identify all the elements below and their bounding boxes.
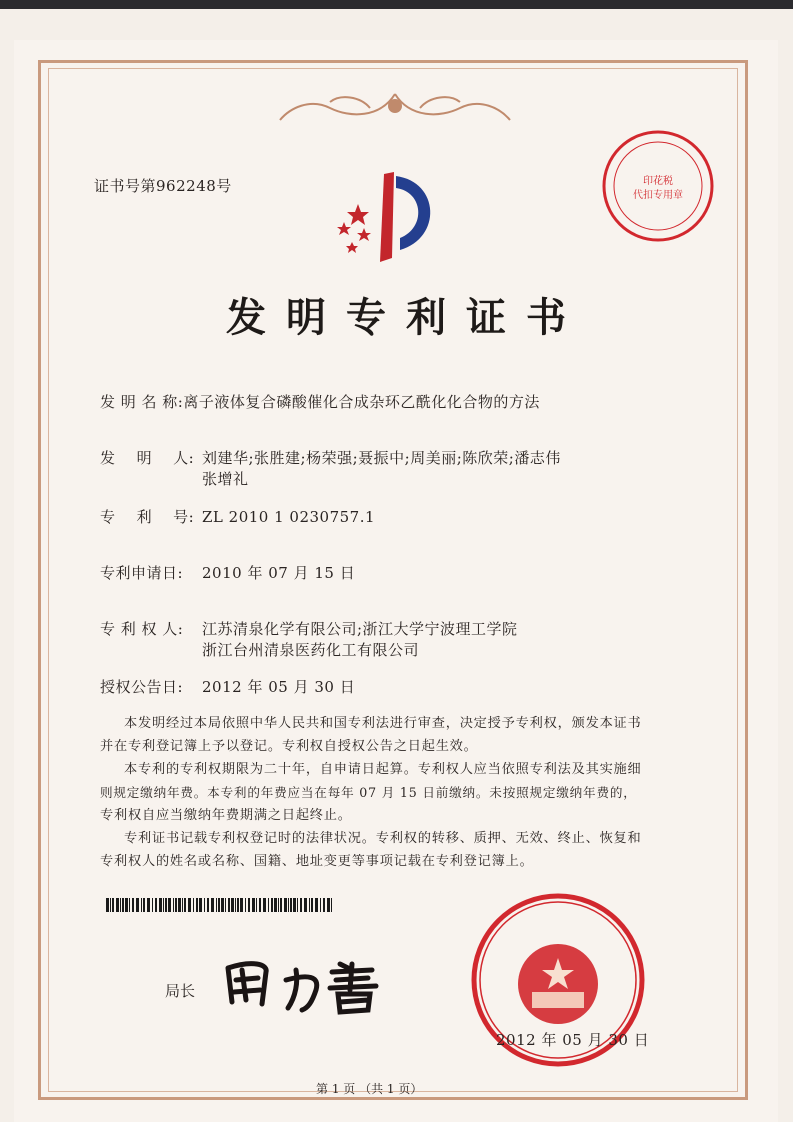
- svg-text:印花税: 印花税: [643, 176, 673, 187]
- patent-number-value: ZL 2010 1 0230757.1: [202, 508, 376, 526]
- patent-number-label: 专 利 号:: [100, 508, 195, 526]
- certificate-number: [94, 176, 232, 196]
- body-paragraph-1-line-1: 本发明经过本局依照中华人民共和国专利法进行审查，决定授予专利权，颁发本证书: [124, 716, 642, 731]
- grant-date-value: 2012 年 05 月 30 日: [202, 678, 356, 696]
- sipo-logo-icon: [330, 168, 450, 268]
- body-paragraph-2-line-3: 专利权自应当缴纳年费期满之日起终止。: [100, 808, 352, 823]
- inventors-line-2: 张增礼: [202, 470, 249, 488]
- body-paragraph-3-line-2: 专利权人的姓名或名称、国籍、地址变更等事项记载在专利登记簿上。: [100, 854, 534, 869]
- grant-date-label: 授权公告日:: [100, 678, 184, 696]
- patentee-line-2: 浙江台州清泉医药化工有限公司: [202, 641, 420, 659]
- scan-top-edge: [0, 0, 793, 9]
- page-title: 发明专利证书: [226, 294, 586, 341]
- body-paragraph-3-line-1: 专利证书记载专利权登记时的法律状况。专利权的转移、质押、无效、终止、恢复和: [124, 831, 642, 846]
- patentee-label: 专 利 权 人:: [100, 620, 184, 638]
- filing-date-label: 专利申请日:: [100, 564, 184, 582]
- director-title: 局长: [165, 982, 196, 1000]
- patentee-line-1: 江苏清泉化学有限公司;浙江大学宁波理工学院: [202, 620, 518, 638]
- body-paragraph-2-line-1: 本专利的专利权期限为二十年，自申请日起算。专利权人应当依照专利法及其实施细: [124, 762, 642, 777]
- body-paragraph-2-line-2: 则规定缴纳年费。本专利的年费应当在每年 07 月 15 日前缴纳。未按照规定缴纳年费的，: [100, 785, 637, 800]
- certificate-number-value: 962248: [156, 177, 217, 195]
- invention-name-value: 离子液体复合磷酸催化合成杂环乙酰化化合物的方法: [183, 393, 540, 411]
- certificate-number-suffix: 号: [216, 177, 232, 195]
- invention-name-row: [100, 392, 540, 412]
- tax-seal-stamp: [598, 126, 718, 246]
- certificate-number-label: 证书号第: [94, 177, 157, 195]
- director-signature: [212, 950, 392, 1020]
- invention-name-label: 发 明 名 称:: [100, 393, 184, 411]
- top-ornament: [270, 88, 520, 128]
- svg-text:代扣专用章: 代扣专用章: [633, 190, 683, 201]
- body-paragraph-1-line-2: 并在专利登记簿上予以登记。专利权自授权公告之日起生效。: [100, 739, 478, 754]
- inventors-label: 发 明 人:: [100, 449, 195, 467]
- filing-date-value: 2010 年 07 月 15 日: [202, 564, 356, 582]
- barcode-icon: [106, 898, 334, 912]
- issue-date: 2012 年 05 月 30 日: [496, 1031, 650, 1049]
- page-footer: 第 1 页 （共 1 页）: [316, 1082, 423, 1096]
- inventors-line-1: 刘建华;张胜建;杨荣强;聂振中;周美丽;陈欣荣;潘志伟: [202, 449, 561, 467]
